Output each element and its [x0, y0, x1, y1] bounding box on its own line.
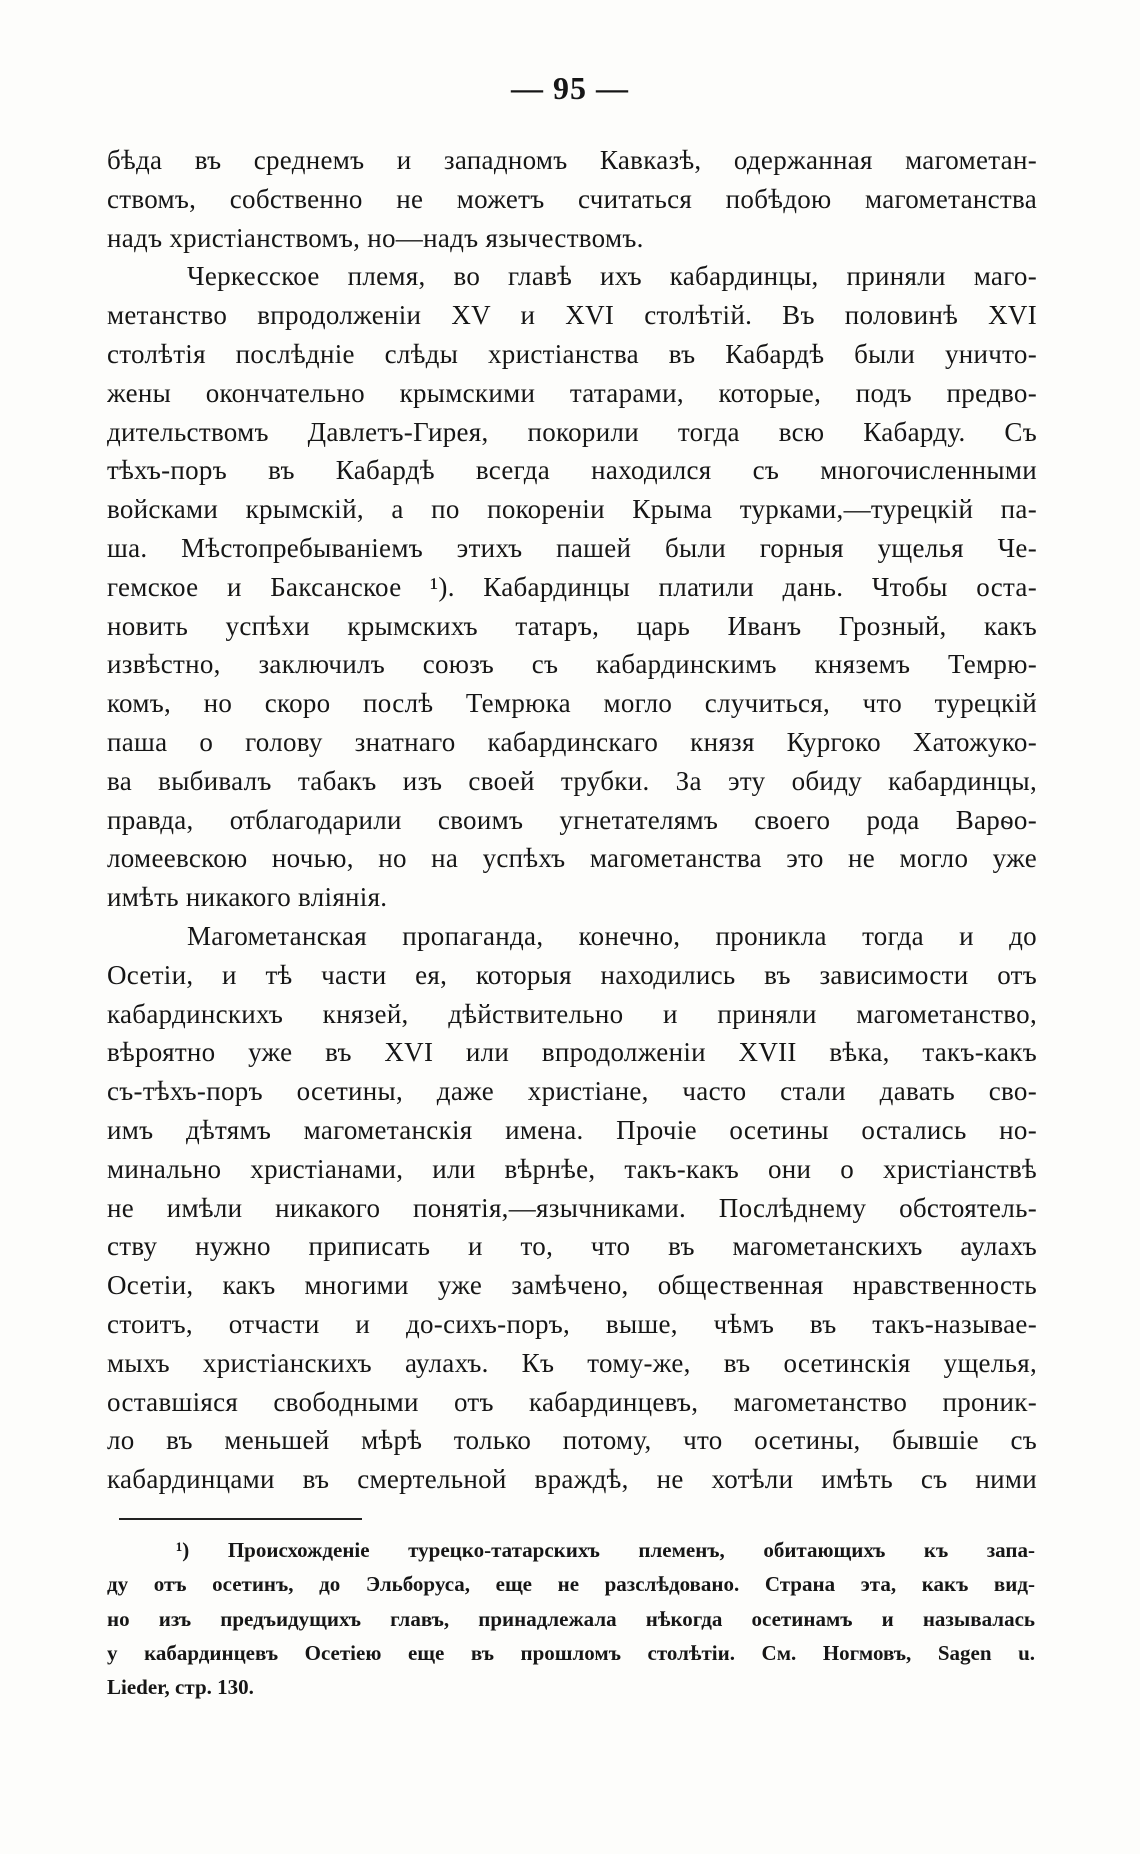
text-line: правда, отблагодарили своимъ угнетателямъ своего рода Варѳо- — [107, 804, 1037, 835]
text-line: Осетіи, какъ многими уже замѣчено, общественная нравственность — [107, 1270, 1037, 1301]
text-line: мыхъ христіанскихъ аулахъ. Къ тому-же, въ осетинскія ущелья, — [107, 1347, 1037, 1378]
text-line: метанство впродолженіи XV и XVI столѣтій. Въ половинѣ XVI — [107, 300, 1037, 331]
text-line: комъ, но скоро послѣ Темрюка могло случиться, что турецкій — [107, 688, 1037, 719]
text-line: ва выбивалъ табакъ изъ своей трубки. За эту обиду кабардинцы, — [107, 765, 1037, 796]
text-line: оставшіяся свободными отъ кабардинцевъ, магометанство проник- — [107, 1386, 1037, 1417]
text-line: ломеевскою ночью, но на успѣхъ магометанства это не могло уже — [107, 843, 1037, 874]
text-line: надъ христіанствомъ, но—надъ язычествомъ. — [107, 222, 644, 253]
text-line: съ-тѣхъ-поръ осетины, даже христіане, часто стали давать сво- — [107, 1076, 1037, 1107]
text-line: имъ дѣтямъ магометанскія имена. Прочіе осетины остались но- — [107, 1114, 1037, 1145]
text-line: паша о голову знатнаго кабардинскаго князя Кургоко Хатожуко- — [107, 726, 1037, 757]
footnote-line: но изъ предъидущихъ главъ, принадлежала нѣкогда осетинамъ и называлась — [107, 1606, 1035, 1631]
footnote-line: ¹) Происхожденіе турецко-татарскихъ племенъ, обитающихъ къ запа- — [176, 1538, 1035, 1562]
body-text — [107, 141, 1037, 1499]
text-line: дительствомъ Давлетъ-Гирея, покорили тогда всю Кабарду. Съ — [107, 416, 1037, 447]
text-line: Магометанская пропаганда, конечно, проникла тогда и до — [187, 920, 1037, 951]
footnote-line: ду отъ осетинъ, до Эльборуса, еще не разслѣдовано. Страна эта, какъ вид- — [107, 1572, 1035, 1597]
text-line: ствомъ, собственно не можетъ считаться побѣдою магометанства — [107, 183, 1037, 214]
text-line: стоитъ, отчасти и до-сихъ-поръ, выше, чѣмъ въ такъ-называе- — [107, 1308, 1037, 1339]
text-line: Черкесское племя, во главѣ ихъ кабардинцы, приняли маго- — [187, 261, 1037, 292]
footnote-rule — [119, 1518, 362, 1520]
text-line: ша. Мѣстопребываніемъ этихъ пашей были горныя ущелья Че- — [107, 532, 1037, 563]
text-line: Осетіи, и тѣ части ея, которыя находились въ зависимости отъ — [107, 959, 1037, 990]
text-line: имѣть никакого вліянія. — [107, 882, 388, 913]
footnote-line: Lieder, стр. 130. — [107, 1675, 254, 1700]
text-line: жены окончательно крымскими татарами, которые, подъ предво- — [107, 377, 1037, 408]
text-line: вѣроятно уже въ XVI или впродолженіи XVII вѣка, такъ-какъ — [107, 1037, 1037, 1068]
paragraph-continued — [107, 141, 1037, 257]
paragraph-cherkess — [107, 257, 1037, 917]
text-line: не имѣли никакого понятія,—язычниками. Послѣднему обстоятель- — [107, 1192, 1037, 1223]
text-line: ству нужно приписать и то, что въ магометанскихъ аулахъ — [107, 1231, 1037, 1262]
paragraph-propaganda — [107, 917, 1037, 1499]
text-line: тѣхъ-поръ въ Кабардѣ всегда находился съ многочисленными — [107, 455, 1037, 486]
text-line: новить успѣхи крымскихъ татаръ, царь Иванъ Грозный, какъ — [107, 610, 1037, 641]
text-line-footnote-ref: гемское и Баксанское ¹). Кабардинцы платили дань. Чтобы оста- — [107, 571, 1037, 602]
text-line: минально христіанами, или вѣрнѣе, такъ-какъ они о христіанствѣ — [107, 1153, 1037, 1184]
text-line: извѣстно, заключилъ союзъ съ кабардинскимъ княземъ Темрю- — [107, 649, 1037, 680]
footnote — [107, 1533, 1035, 1704]
text-line: бѣда въ среднемъ и западномъ Кавказѣ, одержанная магометан- — [107, 145, 1037, 175]
text-line: ло въ меньшей мѣрѣ только потому, что осетины, бывшіе съ — [107, 1425, 1037, 1456]
text-line: кабардинскихъ князей, дѣйствительно и приняли магометанство, — [107, 998, 1037, 1029]
text-line: кабардинцами въ смертельной враждѣ, не хотѣли имѣть съ ними — [107, 1464, 1037, 1495]
text-line: столѣтія послѣдніе слѣды христіанства въ Кабардѣ были уничто- — [107, 338, 1037, 369]
page-number: — 95 — — [511, 70, 629, 106]
footnote-line: у кабардинцевъ Осетіею еще въ прошломъ столѣтіи. См. Ногмовъ, Sagen u. — [107, 1640, 1035, 1665]
text-line: войсками крымскій, а по покореніи Крыма турками,—турецкій па- — [107, 494, 1037, 525]
